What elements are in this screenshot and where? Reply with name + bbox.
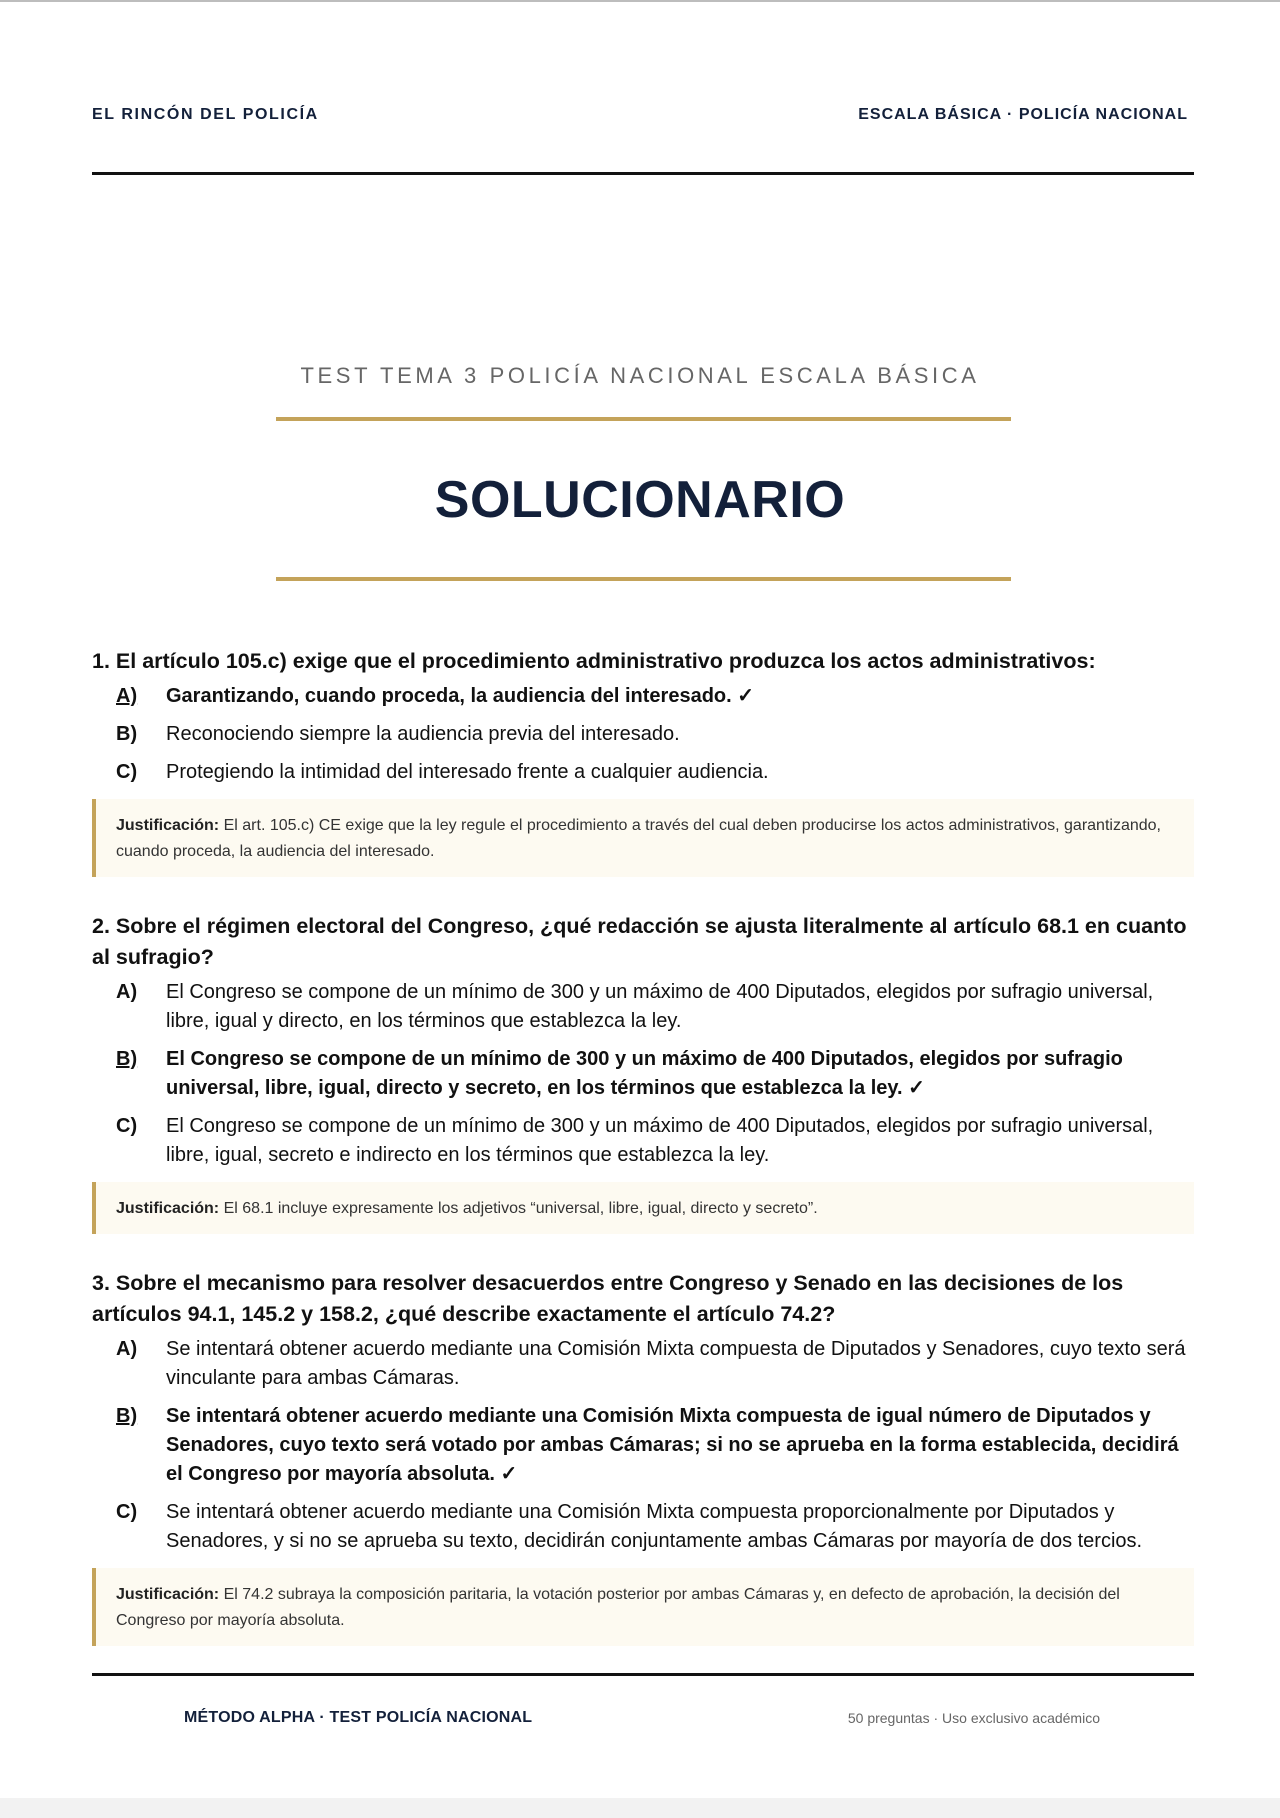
option-letter: C) <box>116 1501 138 1523</box>
option-text: Reconociendo siempre la audiencia previa del interesado. <box>166 723 680 745</box>
option-text: Se intentará obtener acuerdo mediante una Comisión Mixta compuesta de igual número de Diputados y Senadores, cuyo texto será votado por ambas Cámaras; si no se aprueba en la forma establecida, decidirá el Congreso por mayoría absoluta. ✓ <box>166 1405 1179 1485</box>
option-letter: A) <box>116 1338 138 1360</box>
option-letter: B) <box>116 1405 138 1427</box>
question-1 <box>92 646 1194 877</box>
justification-label: Justificación: <box>116 1586 220 1603</box>
header-brand: EL RINCÓN DEL POLICÍA <box>92 106 319 123</box>
question-list <box>92 646 1194 1646</box>
option-text: Protegiendo la intimidad del interesado frente a cualquier audiencia. <box>166 761 769 783</box>
title-rule-bottom <box>276 577 1011 581</box>
question-text: 1. El artículo 105.c) exige que el procedimiento administrativo produzca los actos administrativos: <box>92 649 1096 673</box>
option-a <box>92 1335 1194 1393</box>
justification-text: El 68.1 incluye expresamente los adjetivos “universal, libre, igual, directo y secreto”. <box>223 1200 818 1217</box>
option-letter: C) <box>116 1115 138 1137</box>
justification-label: Justificación: <box>116 1200 220 1217</box>
question-text: 3. Sobre el mecanismo para resolver desacuerdos entre Congreso y Senado en las decisiones de los artículos 94.1, 145.2 y 158.2, ¿qué describe exactamente el artículo 74.2? <box>92 1271 1124 1326</box>
question-3 <box>92 1268 1194 1646</box>
document-title: SOLUCIONARIO <box>434 471 846 529</box>
footer-rule <box>92 1673 1194 1676</box>
footer-note: 50 preguntas · Uso exclusivo académico <box>847 1710 1100 1726</box>
question-2 <box>92 911 1194 1234</box>
option-a <box>92 682 1194 711</box>
option-c <box>92 1498 1194 1556</box>
option-letter: A) <box>116 981 138 1003</box>
option-letter: C) <box>116 761 138 783</box>
justification-box <box>92 1182 1194 1234</box>
option-text: El Congreso se compone de un mínimo de 300 y un máximo de 400 Diputados, elegidos por sufragio universal, libre, igual, directo y secreto, en los términos que establezca la ley. ✓ <box>166 1048 1123 1099</box>
option-a <box>92 978 1194 1036</box>
page-header <box>92 2 1194 175</box>
document-page <box>0 2 1280 1798</box>
option-letter: A) <box>116 685 138 707</box>
option-text: Garantizando, cuando proceda, la audiencia del interesado. ✓ <box>166 685 755 707</box>
option-text: Se intentará obtener acuerdo mediante una Comisión Mixta compuesta proporcionalmente por Diputados y Senadores, y si no se aprueba su texto, decidirán conjuntamente ambas Cámaras por mayoría de dos tercios. <box>166 1501 1143 1552</box>
document-subtitle: TEST TEMA 3 POLICÍA NACIONAL ESCALA BÁSICA <box>300 363 980 388</box>
footer-brand: MÉTODO ALPHA · TEST POLICÍA NACIONAL <box>184 1709 533 1726</box>
option-b <box>92 1402 1194 1489</box>
option-letter: B) <box>116 723 138 745</box>
justification-text: El art. 105.c) CE exige que la ley regule el procedimiento a través del cual deben producirse los actos administrativos, garantizando, cuando proceda, la audiencia del interesado. <box>116 817 1161 860</box>
title-rule-top <box>276 417 1011 421</box>
option-text: El Congreso se compone de un mínimo de 300 y un máximo de 400 Diputados, elegidos por sufragio universal, libre, igual y directo, en los términos que establezca la ley. <box>166 981 1154 1032</box>
justification-label: Justificación: <box>116 817 220 834</box>
option-c <box>92 1112 1194 1170</box>
justification-box <box>92 1568 1194 1646</box>
justification-box <box>92 799 1194 877</box>
option-text: El Congreso se compone de un mínimo de 300 y un máximo de 400 Diputados, elegidos por sufragio universal, libre, igual, secreto e indirecto en los términos que establezca la ley. <box>166 1115 1154 1166</box>
option-b <box>92 1045 1194 1103</box>
header-scale: ESCALA BÁSICA · POLICÍA NACIONAL <box>858 106 1188 123</box>
option-letter: B) <box>116 1048 138 1070</box>
option-text: Se intentará obtener acuerdo mediante una Comisión Mixta compuesta de Diputados y Senadores, cuyo texto será vinculante para ambas Cámaras. <box>166 1338 1186 1389</box>
justification-text: El 74.2 subraya la composición paritaria, la votación posterior por ambas Cámaras y, en defecto de aprobación, la decisión del Congreso por mayoría absoluta. <box>116 1586 1120 1629</box>
question-text: 2. Sobre el régimen electoral del Congreso, ¿qué redacción se ajusta literalmente al artículo 68.1 en cuanto al sufragio? <box>92 914 1187 969</box>
option-c <box>92 758 1194 787</box>
option-b <box>92 720 1194 749</box>
